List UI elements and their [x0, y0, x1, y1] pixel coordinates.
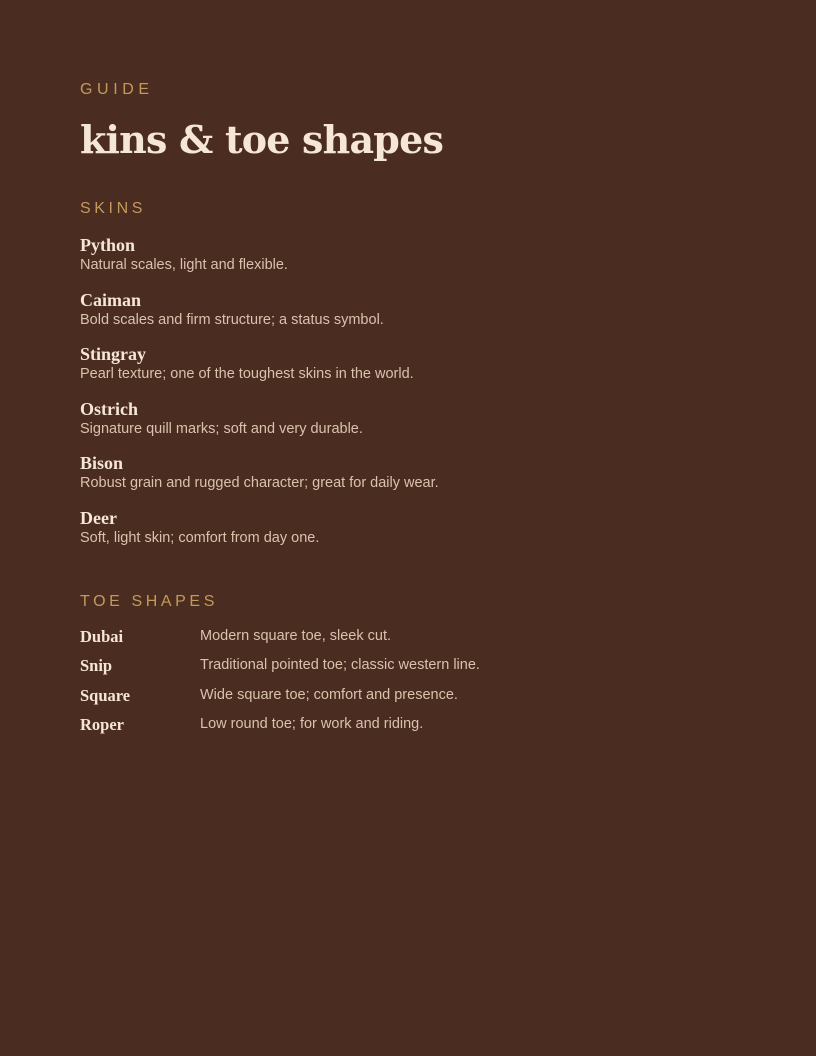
skin-name: Stingray — [80, 344, 147, 365]
skin-description: Natural scales, light and flexible. — [80, 257, 288, 273]
toe-description: Traditional pointed toe; classic western line. — [200, 657, 480, 674]
skin-item-deer — [80, 508, 736, 563]
skin-name: Bison — [80, 453, 124, 474]
skins-section-heading: SKINS — [80, 200, 147, 217]
skin-description: Soft, light skin; comfort from day one. — [80, 529, 320, 546]
skin-item-ostrich — [80, 399, 736, 454]
skin-item-python — [80, 235, 736, 290]
skin-description: Bold scales and firm structure; a status symbol. — [80, 311, 384, 328]
skin-name: Python — [80, 235, 136, 255]
toe-item-snip — [80, 655, 736, 684]
toe-item-dubai — [80, 626, 736, 655]
page-title: kins & toe shapes — [80, 117, 444, 162]
toe-name: Dubai — [80, 627, 124, 646]
skin-description: Robust grain and rugged character; great for daily wear. — [80, 475, 439, 492]
skins-list — [80, 235, 736, 563]
skin-name: Deer — [80, 507, 117, 528]
skin-name: Caiman — [80, 289, 142, 310]
toe-shapes-list — [80, 626, 736, 743]
skin-item-stingray — [80, 344, 736, 399]
eyebrow-label: GUIDE — [80, 81, 154, 98]
toe-item-square — [80, 685, 736, 714]
toe-description: Wide square toe; comfort and presence. — [200, 686, 458, 703]
toe-name: Square — [80, 685, 131, 705]
toe-name: Snip — [80, 656, 113, 676]
skin-name: Ostrich — [80, 398, 138, 419]
toe-name: Roper — [80, 714, 124, 734]
skin-description: Signature quill marks; soft and very durable. — [80, 420, 363, 437]
toe-description: Low round toe; for work and riding. — [200, 715, 424, 732]
toe-description: Modern square toe, sleek cut. — [200, 628, 392, 644]
skin-item-bison — [80, 453, 736, 508]
skin-item-caiman — [80, 290, 736, 345]
toe-shapes-section-heading: TOE SHAPES — [80, 593, 218, 610]
skin-description: Pearl texture; one of the toughest skins in the world. — [80, 366, 414, 383]
toe-item-roper — [80, 714, 736, 743]
